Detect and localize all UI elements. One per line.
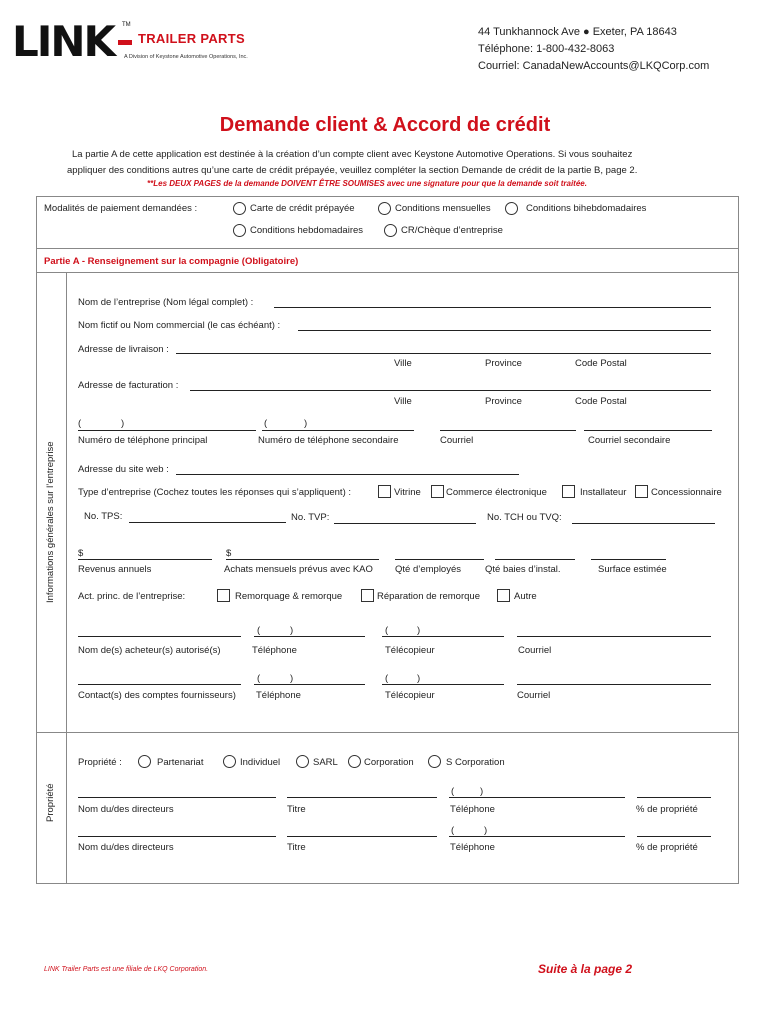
footer-continue: Suite à la page 2 (538, 962, 633, 976)
activity-other-label: Autre (514, 591, 537, 602)
company-email: Courriel: CanadaNewAccounts@LKQCorp.com (478, 60, 710, 72)
director1-name-input[interactable] (78, 797, 276, 798)
tch-label: No. TCH ou TVQ: (487, 512, 562, 523)
director2-phone-input[interactable] (449, 836, 625, 837)
biz-type-ecommerce-label: Commerce électronique (446, 487, 547, 498)
ownership-separator (36, 732, 739, 733)
director1-percent-label: % de propriété (636, 804, 698, 815)
logo-brand: LINK (12, 17, 115, 66)
buyer-fax-paren-open: ( (385, 625, 389, 636)
director1-title-input[interactable] (287, 797, 437, 798)
ap-fax-label: Télécopieur (385, 690, 435, 701)
employees-label: Qté d’employés (395, 564, 462, 575)
director1-phone-paren-open: ( (451, 786, 455, 797)
website-label: Adresse du site web : (78, 464, 169, 475)
ownership-sarl-label: SARL (313, 757, 338, 768)
payment-weekly-radio[interactable] (233, 224, 246, 237)
logo-red-bar (118, 40, 132, 45)
bays-label: Qté baies d’instal. (485, 564, 561, 575)
activity-other-checkbox[interactable] (497, 589, 510, 602)
intro-line-1: La partie A de cette application est destinée à la création d’un compte client avec Keystone Automotive Operations. Si vous souhaitez (72, 149, 633, 160)
buyer-fax-input[interactable] (382, 636, 504, 637)
surface-input[interactable] (591, 559, 666, 560)
surface-label: Surface estimée (598, 564, 667, 575)
tps-input[interactable] (129, 522, 286, 523)
parta-side-label: Informations générales sur l’entreprise (45, 441, 56, 603)
ap-fax-paren-open: ( (385, 673, 389, 684)
biz-type-storefront-checkbox[interactable] (378, 485, 391, 498)
biz-type-dealer-checkbox[interactable] (635, 485, 648, 498)
director2-phone-label: Téléphone (450, 842, 495, 853)
director1-percent-input[interactable] (637, 797, 711, 798)
payment-check-radio[interactable] (384, 224, 397, 237)
revenue-input[interactable] (78, 559, 212, 560)
buyer-phone-paren-close: ) (290, 625, 294, 636)
parta-header-separator (36, 272, 739, 273)
email-input[interactable] (440, 430, 576, 431)
activity-repair-checkbox[interactable] (361, 589, 374, 602)
ap-phone-input[interactable] (254, 684, 365, 685)
director2-name-label: Nom du/des directeurs (78, 842, 174, 853)
tch-input[interactable] (572, 523, 715, 524)
bill-postal-label: Code Postal (575, 396, 627, 407)
buyers-label: Nom de(s) acheteur(s) autorisé(s) (78, 645, 221, 656)
kao-input[interactable] (226, 559, 379, 560)
main-phone-input[interactable] (78, 430, 256, 431)
employees-input[interactable] (395, 559, 484, 560)
biz-type-ecommerce-checkbox[interactable] (431, 485, 444, 498)
ownership-partnership-label: Partenariat (157, 757, 204, 768)
payment-prepaid-radio[interactable] (233, 202, 246, 215)
ap-fax-paren-close: ) (417, 673, 421, 684)
payment-check-label: CR/Chèque d’entreprise (401, 225, 503, 236)
logo (12, 17, 272, 66)
intro-line-2: appliquer des conditions autres qu’une carte de crédit prépayée, veuillez compléter la section Demande de crédit de la partie B, page 2. (67, 165, 638, 176)
intro-notice: **Les DEUX PAGES de la demande DOIVENT ÊTRE SOUMISES avec une signature pour que la demande soit traitée. (147, 179, 587, 188)
ship-address-input[interactable] (176, 353, 711, 354)
director1-phone-input[interactable] (449, 797, 625, 798)
ap-phone-paren-open: ( (257, 673, 261, 684)
legal-name-input[interactable] (274, 307, 711, 308)
ownership-individual-label: Individuel (240, 757, 281, 768)
page-title: Demande client & Accord de crédit (219, 114, 551, 136)
kao-dollar: $ (226, 548, 232, 559)
email2-label: Courriel secondaire (588, 435, 671, 446)
payment-separator (36, 248, 739, 249)
activity-repair-label: Réparation de remorque (377, 591, 480, 602)
tps-label: No. TPS: (84, 511, 123, 522)
second-phone-label: Numéro de téléphone secondaire (258, 435, 399, 446)
buyer-phone-input[interactable] (254, 636, 365, 637)
buyer-name-input[interactable] (78, 636, 241, 637)
email-label: Courriel (440, 435, 474, 446)
accounts-label: Contact(s) des comptes fournisseurs) (78, 690, 236, 701)
ownership-s-corporation-radio[interactable] (428, 755, 441, 768)
director1-title-label: Titre (287, 804, 306, 815)
ap-email-input[interactable] (517, 684, 711, 685)
main-phone-paren-close: ) (121, 418, 125, 429)
side-column-separator (66, 272, 67, 884)
payment-biweekly-radio[interactable] (505, 202, 518, 215)
ship-city-label: Ville (394, 358, 412, 369)
buyer-email-input[interactable] (517, 636, 711, 637)
ownership-sarl-radio[interactable] (296, 755, 309, 768)
bill-address-input[interactable] (190, 390, 711, 391)
director2-percent-label: % de propriété (636, 842, 698, 853)
bays-input[interactable] (495, 559, 575, 560)
ownership-corporation-radio[interactable] (348, 755, 361, 768)
director2-phone-paren-open: ( (451, 825, 455, 836)
director2-title-input[interactable] (287, 836, 437, 837)
payment-prepaid-label: Carte de crédit prépayée (250, 203, 355, 214)
ap-email-label: Courriel (517, 690, 551, 701)
buyer-fax-label: Télécopieur (385, 645, 435, 656)
ownership-label: Propriété : (78, 757, 122, 768)
tvp-input[interactable] (334, 523, 476, 524)
buyer-phone-label: Téléphone (252, 645, 297, 656)
director1-phone-paren-close: ) (480, 786, 484, 797)
logo-tm: TM (122, 22, 131, 28)
footer-note: LINK Trailer Parts est une filiale de LKQ Corporation. (44, 966, 209, 973)
revenue-label: Revenus annuels (78, 564, 152, 575)
buyer-fax-paren-close: ) (417, 625, 421, 636)
bill-province-label: Province (485, 396, 522, 407)
ownership-corporation-label: Corporation (364, 757, 414, 768)
email2-input[interactable] (584, 430, 712, 431)
ownership-side-label: Propriété (45, 783, 56, 822)
second-phone-paren-close: ) (304, 418, 308, 429)
biz-type-installer-label: Installateur (580, 487, 627, 498)
activity-towing-checkbox[interactable] (217, 589, 230, 602)
director2-phone-paren-close: ) (484, 825, 488, 836)
main-phone-label: Numéro de téléphone principal (78, 435, 208, 446)
ship-address-label: Adresse de livraison : (78, 344, 169, 355)
payment-label: Modalités de paiement demandées : (44, 203, 198, 214)
payment-weekly-label: Conditions hebdomadaires (250, 225, 364, 236)
second-phone-input[interactable] (262, 430, 414, 431)
logo-name: TRAILER PARTS (138, 31, 245, 46)
second-phone-paren-open: ( (264, 418, 268, 429)
ownership-partnership-radio[interactable] (138, 755, 151, 768)
bill-address-label: Adresse de facturation : (78, 380, 179, 391)
main-phone-paren-open: ( (78, 418, 82, 429)
ap-fax-input[interactable] (382, 684, 504, 685)
ap-phone-paren-close: ) (290, 673, 294, 684)
tvp-label: No. TVP: (291, 512, 330, 523)
director2-title-label: Titre (287, 842, 306, 853)
kao-label: Achats mensuels prévus avec KAO (224, 564, 373, 575)
biz-type-dealer-label: Concessionnaire (651, 487, 722, 498)
trade-name-label: Nom fictif ou Nom commercial (le cas échéant) : (78, 320, 281, 331)
ship-postal-label: Code Postal (575, 358, 627, 369)
activity-towing-label: Remorquage & remorque (235, 591, 343, 602)
buyer-phone-paren-open: ( (257, 625, 261, 636)
ownership-s-corporation-label: S Corporation (446, 757, 505, 768)
payment-biweekly-label: Conditions bihebdomadaires (526, 203, 647, 214)
director2-name-input[interactable] (78, 836, 276, 837)
ownership-individual-radio[interactable] (223, 755, 236, 768)
director1-phone-label: Téléphone (450, 804, 495, 815)
biz-type-installer-checkbox[interactable] (562, 485, 575, 498)
ap-name-input[interactable] (78, 684, 241, 685)
parta-header: Partie A - Renseignement sur la compagnie (Obligatoire) (44, 256, 299, 267)
payment-monthly-label: Conditions mensuelles (395, 203, 491, 214)
activity-label: Act. princ. de l’entreprise: (78, 591, 186, 602)
director1-name-label: Nom du/des directeurs (78, 804, 174, 815)
ship-province-label: Province (485, 358, 522, 369)
company-address: 44 Tunkhannock Ave ● Exeter, PA 18643 (478, 26, 677, 38)
buyer-email-label: Courriel (518, 645, 552, 656)
company-phone: Téléphone: 1-800-432-8063 (478, 43, 615, 55)
biz-type-label: Type d’entreprise (Cochez toutes les réponses qui s’appliquent) : (78, 487, 352, 498)
payment-monthly-radio[interactable] (378, 202, 391, 215)
ap-phone-label: Téléphone (256, 690, 301, 701)
trade-name-input[interactable] (298, 330, 711, 331)
website-input[interactable] (176, 474, 519, 475)
biz-type-storefront-label: Vitrine (394, 487, 421, 498)
director2-percent-input[interactable] (637, 836, 711, 837)
revenue-dollar: $ (78, 548, 84, 559)
bill-city-label: Ville (394, 396, 412, 407)
logo-tagline: A Division of Keystone Automotive Operations, Inc. (124, 54, 248, 60)
legal-name-label: Nom de l’entreprise (Nom légal complet) : (78, 297, 254, 308)
